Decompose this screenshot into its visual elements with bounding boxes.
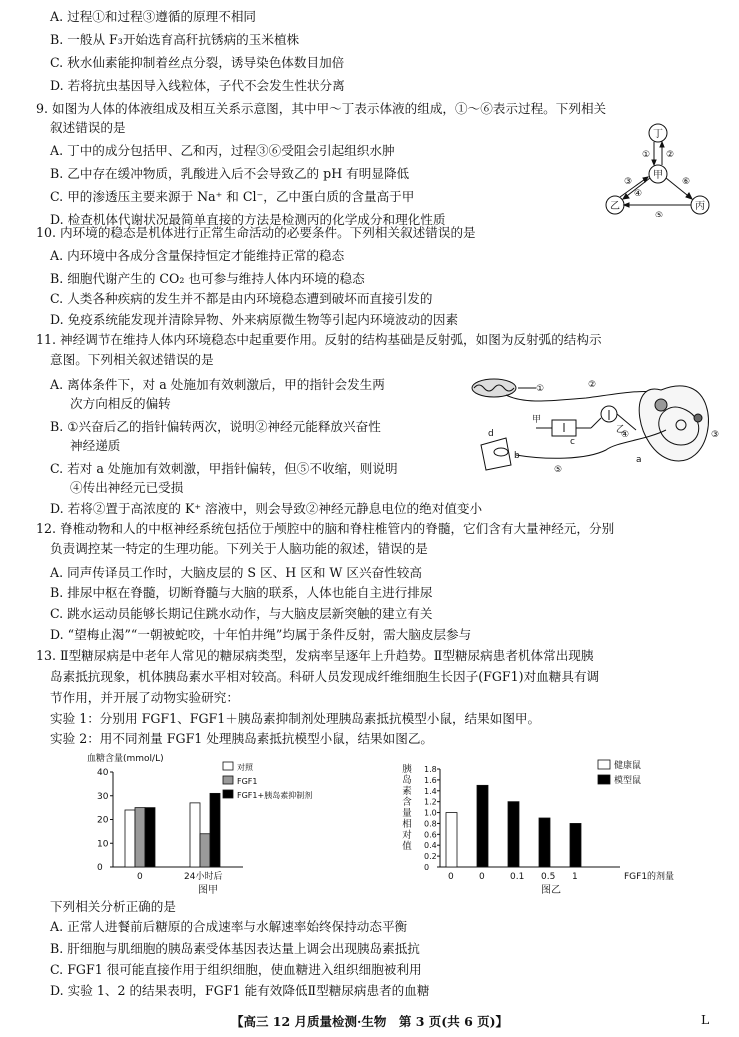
chart-yi-xlabel: FGF1的剂量 bbox=[624, 872, 675, 882]
chart-yi-tick-label: 0.6 bbox=[424, 830, 437, 840]
label-3: ③ bbox=[624, 177, 633, 187]
chart-jia-tick-label: 40 bbox=[97, 768, 109, 778]
chart-jia-title: 图甲 bbox=[198, 885, 218, 896]
chart-yi-bar bbox=[508, 802, 519, 867]
q11-option-a: A. 离体条件下，对 a 处施加有效刺激后，甲的指针会发生两 bbox=[50, 377, 385, 392]
label-d: d bbox=[488, 429, 494, 439]
node-yi: 乙 bbox=[610, 201, 620, 212]
chart-jia-tick-label: 30 bbox=[97, 791, 109, 802]
chart-yi-tick-label: 0.8 bbox=[424, 819, 437, 829]
q13-stem-cont2: 节作用，并开展了动物实验研究： bbox=[50, 690, 239, 705]
chart-jia-tick-label: 0 bbox=[97, 863, 103, 873]
label-6: ⑥ bbox=[682, 177, 691, 187]
q11-option-a-cont: 次方向相反的偏转 bbox=[70, 396, 171, 411]
chart-yi-x-label: 0 bbox=[448, 872, 454, 882]
chart-yi-x-label: 0 bbox=[479, 872, 485, 882]
chart-jia-tick-label: 10 bbox=[97, 839, 109, 850]
label-2: ② bbox=[588, 380, 597, 390]
chart-yi-tick-label: 1.8 bbox=[424, 765, 437, 774]
label-5: ⑤ bbox=[655, 211, 664, 217]
q8-option-b: B. 一般从 F₃开始选育高秆抗锈病的玉米植株 bbox=[50, 32, 300, 47]
chart-jia-bar bbox=[125, 810, 135, 867]
label-3: ③ bbox=[711, 430, 720, 440]
node-ding: 丁 bbox=[653, 129, 663, 140]
chart-jia-ylabel: 血糖含量(mmol/L) bbox=[87, 754, 164, 764]
chart-yi-legend-label: 模型鼠 bbox=[614, 776, 642, 786]
q12-option-c: C. 跳水运动员能够长期记住跳水动作，与大脑皮层新突触的建立有关 bbox=[50, 606, 433, 621]
q13-option-c: C. FGF1 很可能直接作用于组织细胞，使血糖进入组织细胞被利用 bbox=[50, 962, 422, 977]
label-a: a bbox=[636, 455, 642, 465]
chart-jia-legend-swatch bbox=[223, 776, 233, 784]
q10-option-a: A. 内环境中各成分含量保持恒定才能维持正常的稳态 bbox=[50, 248, 345, 263]
q8-option-c: C. 秋水仙素能抑制着丝点分裂，诱导染色体数目加倍 bbox=[50, 55, 345, 70]
q13-option-a: A. 正常人进餐前后糖原的合成速率与水解速率始终保持动态平衡 bbox=[50, 919, 408, 934]
label-jia: 甲 bbox=[532, 415, 542, 425]
q13-experiment-2: 实验 2：用不同剂量 FGF1 处理胰岛素抵抗模型小鼠，结果如图乙。 bbox=[50, 731, 434, 746]
chart-jia-legend-label: FGF1 bbox=[237, 777, 258, 786]
q11-option-c-cont: ④传出神经元已受损 bbox=[70, 480, 184, 495]
q11-stem: 11. 神经调节在维持人体内环境稳态中起重要作用。反射的结构基础是反射弧，如图为反射弧的结构示 bbox=[36, 332, 602, 347]
chart-yi-bar bbox=[477, 785, 488, 867]
chart-jia-legend-label: FGF1+胰岛素抑制剂 bbox=[237, 791, 313, 800]
chart-jia-bar bbox=[135, 808, 145, 867]
q12-option-d: D. “望梅止渴”“一朝被蛇咬，十年怕井绳”均属于条件反射，需大脑皮层参与 bbox=[50, 627, 472, 642]
chart-yi-x-label: 1 bbox=[572, 872, 578, 882]
chart-yi-tick-label: 1.4 bbox=[424, 786, 437, 796]
chart-yi-tick-label: 1.6 bbox=[424, 775, 437, 785]
q13-stem-cont1: 岛素抵抗现象，机体胰岛素水平相对较高。科研人员发现成纤维细胞生长因子(FGF1)对血糖具有调 bbox=[50, 669, 600, 684]
label-1: ① bbox=[536, 384, 545, 394]
q12-option-a: A. 同声传译员工作时，大脑皮层的 S 区、H 区和 W 区兴奋性较高 bbox=[50, 565, 422, 580]
q11-option-d: D. 若将②置于高浓度的 K⁺ 溶液中，则会导致②神经元静息电位的绝对值变小 bbox=[50, 501, 483, 516]
chart-yi bbox=[398, 752, 698, 897]
chart-yi-ylabel: 胰岛素含量相对值 bbox=[402, 764, 412, 852]
label-yi: 乙 bbox=[616, 425, 626, 435]
q10-option-c: C. 人类各种疾病的发生并不都是由内环境稳态遭到破坏而直接引发的 bbox=[50, 291, 433, 306]
q10-option-b: B. 细胞代谢产生的 CO₂ 也可参与维持人体内环境的稳态 bbox=[50, 271, 365, 286]
chart-jia-legend-label: 对照 bbox=[237, 763, 253, 772]
q11-option-b: B. ①兴奋后乙的指针偏转两次，说明②神经元能释放兴奋性 bbox=[50, 419, 381, 434]
chart-yi-legend-swatch bbox=[598, 775, 610, 784]
chart-yi-bar bbox=[446, 813, 457, 867]
q12-stem: 12. 脊椎动物和人的中枢神经系统包括位于颅腔中的脑和脊柱椎管内的脊髓，它们含有大量神经元，分别 bbox=[36, 521, 615, 536]
chart-yi-tick-label: 1.0 bbox=[424, 808, 437, 818]
body-fluid-diagram bbox=[600, 122, 715, 217]
label-1: ① bbox=[642, 150, 651, 160]
chart-jia-bar bbox=[145, 808, 155, 867]
q9-stem-cont: 叙述错误的是 bbox=[50, 120, 126, 135]
q10-stem: 10. 内环境的稳态是机体进行正常生命活动的必要条件。下列相关叙述错误的是 bbox=[36, 225, 476, 240]
chart-jia-bar bbox=[200, 834, 210, 867]
q9-option-d: D. 检查机体代谢状况最简单直接的方法是检测丙的化学成分和理化性质 bbox=[50, 212, 446, 227]
label-2: ② bbox=[666, 150, 675, 160]
node-jia: 甲 bbox=[653, 170, 663, 181]
chart-yi-legend-label: 健康鼠 bbox=[614, 761, 642, 771]
label-4: ④ bbox=[621, 430, 630, 440]
chart-yi-x-label: 0.5 bbox=[541, 872, 556, 882]
q9-option-b: B. 乙中存在缓冲物质，乳酸进入后不会导致乙的 pH 有明显降低 bbox=[50, 166, 410, 181]
q11-stem-cont: 意图。下列相关叙述错误的是 bbox=[50, 352, 214, 367]
chart-yi-tick-label: 0.2 bbox=[424, 852, 437, 862]
q13-option-d: D. 实验 1、2 的结果表明，FGF1 能有效降低Ⅱ型糖尿病患者的血糖 bbox=[50, 983, 430, 998]
node-bing: 丙 bbox=[695, 201, 705, 212]
label-4: ④ bbox=[634, 189, 643, 199]
label-b: b bbox=[514, 451, 520, 461]
q13-option-b: B. 肝细胞与肌细胞的胰岛素受体基因表达量上调会出现胰岛素抵抗 bbox=[50, 941, 420, 956]
q12-stem-cont: 负责调控某一特定的生理功能。下列关于人脑功能的叙述，错误的是 bbox=[50, 541, 428, 556]
chart-yi-title: 图乙 bbox=[541, 885, 561, 896]
q9-stem: 9. 如图为人体的体液组成及相互关系示意图，其中甲～丁表示体液的组成，①～⑥表示过程。下列相关 bbox=[36, 101, 607, 116]
q13-experiment-1: 实验 1：分别用 FGF1、FGF1＋胰岛素抑制剂处理胰岛素抵抗模型小鼠，结果如图甲。 bbox=[50, 711, 541, 726]
label-c: c bbox=[570, 437, 575, 447]
q8-option-d: D. 若将抗虫基因导入线粒体，子代不会发生性状分离 bbox=[50, 78, 345, 93]
chart-jia-bar bbox=[210, 793, 220, 867]
chart-yi-tick-label: 1.2 bbox=[424, 797, 437, 807]
q9-option-a: A. 丁中的成分包括甲、乙和丙，过程③⑥受阻会引起组织水肿 bbox=[50, 143, 395, 158]
q8-option-a: A. 过程①和过程③遵循的原理不相同 bbox=[50, 9, 257, 24]
q11-option-b-cont: 神经递质 bbox=[70, 438, 121, 453]
page-footer-mark: L bbox=[701, 1012, 710, 1027]
chart-yi-bar bbox=[539, 818, 550, 867]
chart-jia-x-label: 0 bbox=[137, 872, 143, 882]
q9-option-c: C. 甲的渗透压主要来源于 Na⁺ 和 Cl⁻，乙中蛋白质的含量高于甲 bbox=[50, 189, 415, 204]
chart-jia-legend-swatch bbox=[223, 762, 233, 770]
chart-jia bbox=[85, 752, 365, 897]
chart-yi-tick-label: 0 bbox=[424, 863, 430, 872]
chart-yi-tick-label: 0.4 bbox=[424, 841, 437, 851]
q13-stem: 13. Ⅱ型糖尿病是中老年人常见的糖尿病类型，发病率呈逐年上升趋势。Ⅱ型糖尿病患者机体常出现胰 bbox=[36, 648, 594, 663]
chart-jia-bar bbox=[190, 803, 200, 867]
chart-jia-x-label: 24小时后 bbox=[184, 872, 223, 882]
chart-yi-x-label: 0.1 bbox=[510, 872, 525, 882]
reflex-arc-diagram bbox=[466, 370, 721, 485]
q11-option-c: C. 若对 a 处施加有效刺激，甲指针偏转，但⑤不收缩，则说明 bbox=[50, 461, 398, 476]
label-5: ⑤ bbox=[554, 465, 563, 475]
chart-yi-legend-swatch bbox=[598, 760, 610, 769]
q13-after: 下列相关分析正确的是 bbox=[50, 899, 176, 914]
q10-option-d: D. 免疫系统能发现并清除异物、外来病原微生物等引起内环境波动的因素 bbox=[50, 312, 459, 327]
q12-option-b: B. 排尿中枢在脊髓，切断脊髓与大脑的联系，人体也能自主进行排尿 bbox=[50, 585, 433, 600]
page-footer: 【高三 12 月质量检测·生物 第 3 页(共 6 页)】 bbox=[230, 1014, 509, 1029]
chart-yi-bar bbox=[570, 823, 581, 867]
chart-jia-tick-label: 20 bbox=[97, 815, 109, 826]
chart-jia-legend-swatch bbox=[223, 790, 233, 798]
